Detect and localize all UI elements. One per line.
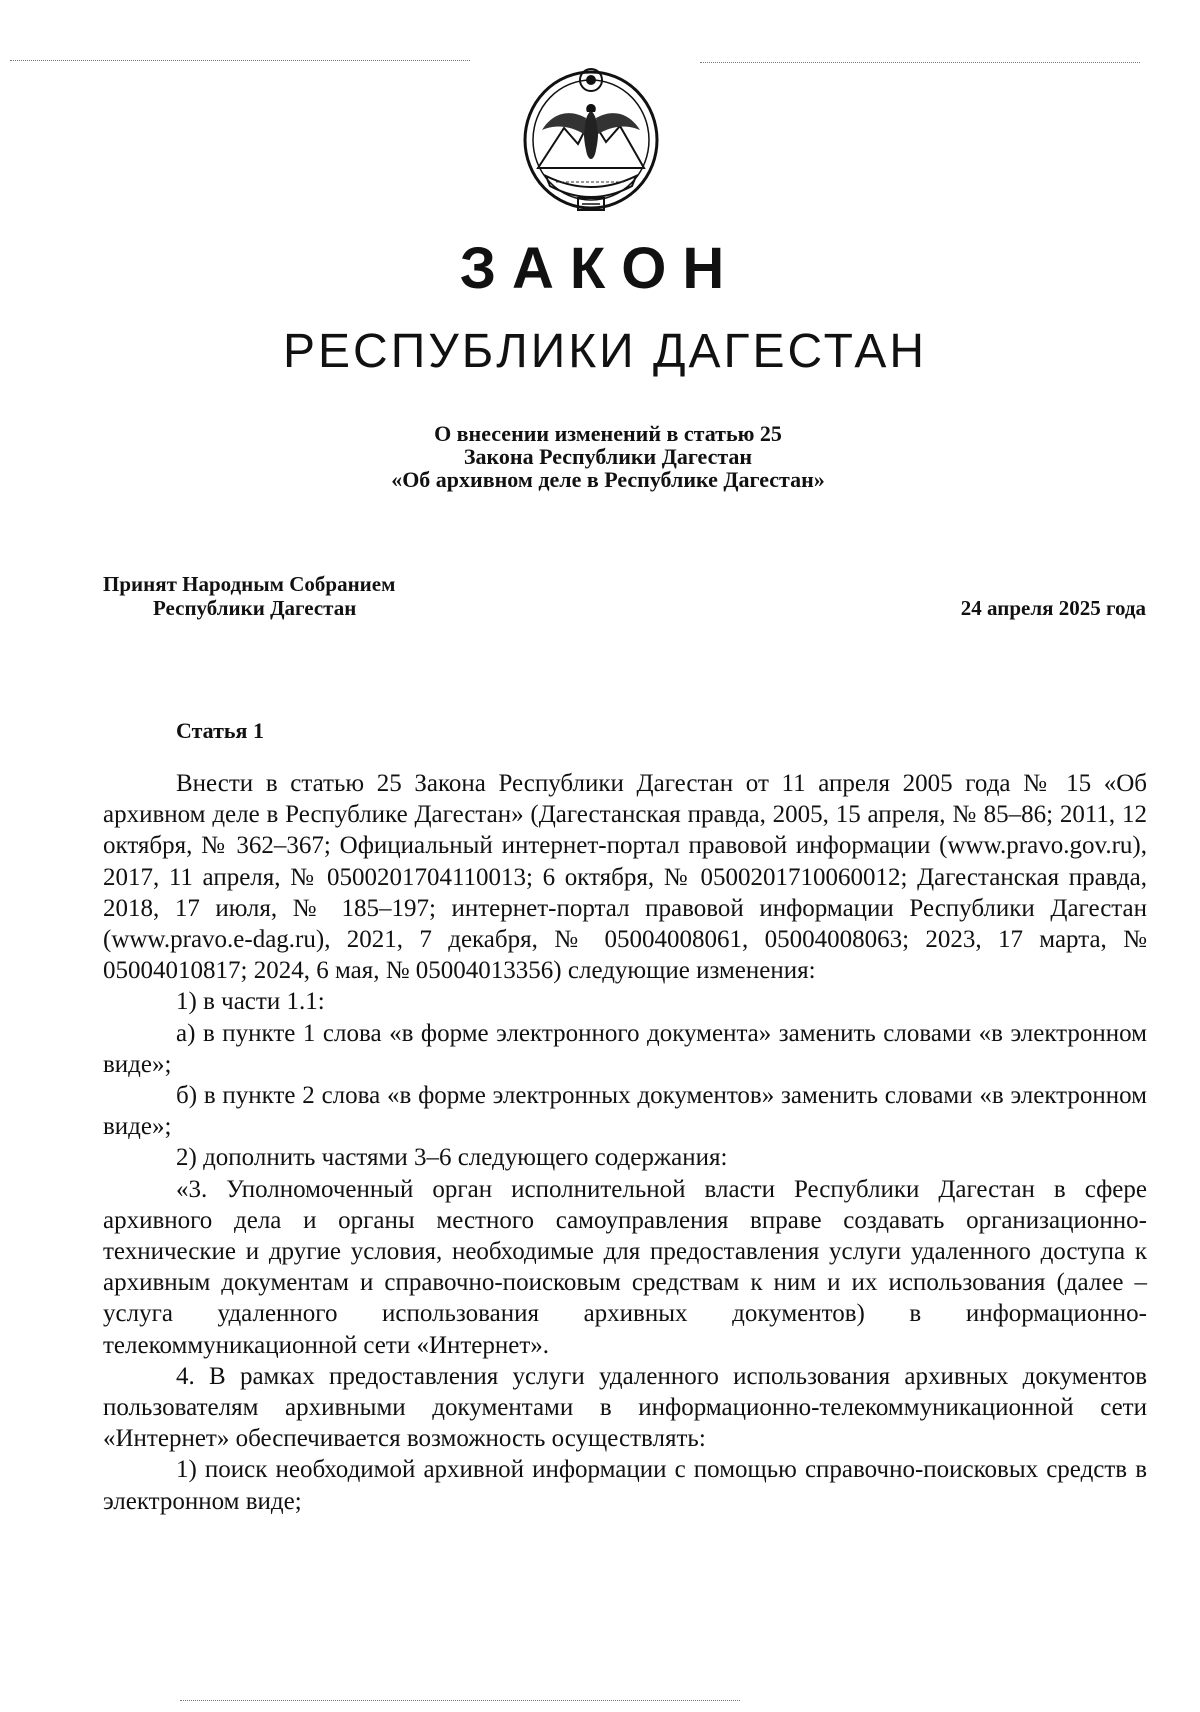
heading-line: «Об архивном деле в Республике Дагестан»: [391, 467, 825, 492]
law-subtitle: РЕСПУБЛИКИ ДАГЕСТАН: [283, 325, 927, 378]
article-paragraph: а) в пункте 1 слова «в форме электронного документа» заменить словами «в электронном виде»;: [103, 1019, 1147, 1078]
article-paragraph: «3. Уполномоченный орган исполнительной власти Республики Дагестан в сфере архивного дела и органы местного самоуправления вправе создавать организационно-технические и другие условия, необходимые для предоставления услуги удаленного доступа к архивным документам и справочно-поисковым средствам к ним и их использования (далее – услуга удаленного использования архивных документов) в информационно-телекоммуникационной сети «Интернет».: [103, 1175, 1147, 1359]
adoption-date: 24 апреля 2025 года: [960, 596, 1146, 620]
scan-artifact-line: [700, 62, 1140, 63]
law-title: ЗАКОН: [459, 236, 741, 301]
article-paragraph: 2) дополнить частями 3–6 следующего содержания:: [176, 1144, 728, 1172]
dagestan-coat-of-arms-icon: [516, 58, 666, 218]
article-body: [103, 768, 1147, 1517]
heading-line: Закона Республики Дагестан: [463, 444, 753, 469]
article-paragraph: Внести в статью 25 Закона Республики Дагестан от 11 апреля 2005 года № 15 «Об архивном деле в Республике Дагестан» (Дагестанская правда, 2005, 15 апреля, № 85–86; 2011, 12 октября, № 362–367; Официальный интернет-портал правовой информации (www.pravo.gov.ru), 2017, 11 апреля, № 0500201704110013; 6 октября, № 0500201710060012; Дагестанская правда, 2018, 17 июля, № 185–197; интернет-портал правовой информации Республики Дагестан (www.pravo.e-dag.ru), 2021, 7 декабря, № 05004008061, 05004008063; 2023, 17 марта, № 05004010817; 2024, 6 мая, № 05004013356) следующие изменения:: [103, 770, 1147, 985]
adoption-line: Принят Народным Собранием: [103, 572, 396, 596]
article-paragraph: 4. В рамках предоставления услуги удаленного использования архивных документов пользователям архивными документами в информационно-телекоммуникационной сети «Интернет» обеспечивается возможность осуществлять:: [103, 1362, 1147, 1453]
article-paragraph: 1) поиск необходимой архивной информации с помощью справочно-поисковых средств в электронном виде;: [103, 1456, 1147, 1515]
adoption-line: Республики Дагестан: [153, 596, 357, 620]
heading-line: О внесении изменений в статью 25: [434, 421, 782, 446]
scan-artifact-line: [180, 1700, 740, 1701]
article-paragraph: 1) в части 1.1:: [176, 988, 325, 1016]
article-title: Статья 1: [176, 718, 264, 743]
law-heading: [0, 422, 1200, 491]
adoption-block: [103, 572, 395, 620]
article-paragraph: б) в пункте 2 слова «в форме электронных документов» заменить словами «в электронном виде»;: [103, 1082, 1147, 1141]
scan-artifact-line: [10, 60, 470, 61]
